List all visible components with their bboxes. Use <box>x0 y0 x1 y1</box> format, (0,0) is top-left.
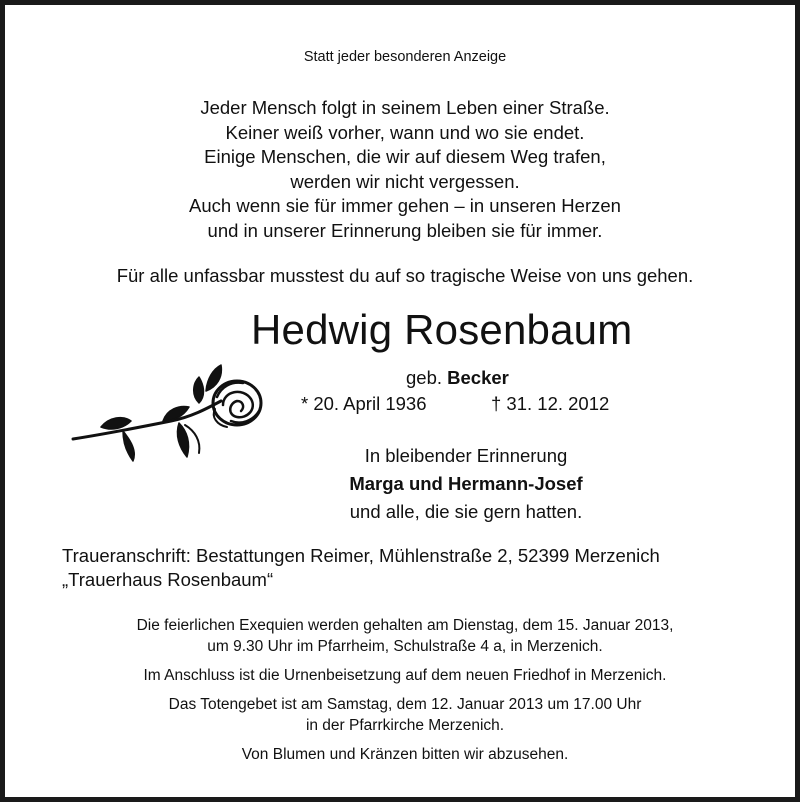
poem <box>5 96 800 243</box>
poem-line: Jeder Mensch folgt in seinem Leben einer Straße. <box>200 97 610 118</box>
notice-line: Das Totengebet ist am Samstag, dem 12. Januar 2013 um 17.00 Uhr <box>168 696 642 713</box>
family-names: Marga und Hermann-Josef <box>349 473 583 494</box>
notice-line: Von Blumen und Kränzen bitten wir abzusehen. <box>241 746 569 763</box>
rose-icon <box>71 361 271 479</box>
death-date: † 31. 12. 2012 <box>491 393 610 414</box>
maiden-name-line <box>406 367 509 389</box>
notice-line: Im Anschluss ist die Urnenbeisetzung auf dem neuen Friedhof in Merzenich. <box>143 667 667 684</box>
notice-line: Die feierlichen Exequien werden gehalten am Dienstag, dem 15. Januar 2013, <box>136 617 674 634</box>
mourning-address <box>62 544 660 592</box>
birth-date: * 20. April 1936 <box>301 393 427 414</box>
notice-line: in der Pfarrkirche Merzenich. <box>305 717 505 734</box>
poem-line: Keiner weiß vorher, wann und wo sie endet. <box>225 121 585 143</box>
maiden-name: Becker <box>447 367 509 388</box>
header-text: Statt jeder besonderen Anzeige <box>303 49 507 65</box>
poem-line: und in unserer Erinnerung bleiben sie für immer. <box>207 219 603 241</box>
memory-intro: In bleibender Erinnerung <box>364 445 568 466</box>
address-line: „Trauerhaus Rosenbaum“ <box>62 569 274 590</box>
memory-others: und alle, die sie gern hatten. <box>349 501 583 522</box>
deceased-name: Hedwig Rosenbaum <box>251 306 633 353</box>
geb-prefix: geb. <box>406 367 443 388</box>
closing-line: Für alle unfassbar musstest du auf so tragische Weise von uns gehen. <box>116 265 694 286</box>
address-line: Traueranschrift: Bestattungen Reimer, Mühlenstraße 2, 52399 Merzenich <box>62 545 660 566</box>
service-notices <box>5 615 800 765</box>
poem-line: Einige Menschen, die wir auf diesem Weg trafen, <box>204 146 606 167</box>
poem-line: werden wir nicht vergessen. <box>290 170 520 192</box>
memory-block <box>301 442 631 526</box>
poem-line: Auch wenn sie für immer gehen – in unseren Herzen <box>189 195 621 216</box>
notice-line: um 9.30 Uhr im Pfarrheim, Schulstraße 4 a, in Merzenich. <box>207 638 603 655</box>
